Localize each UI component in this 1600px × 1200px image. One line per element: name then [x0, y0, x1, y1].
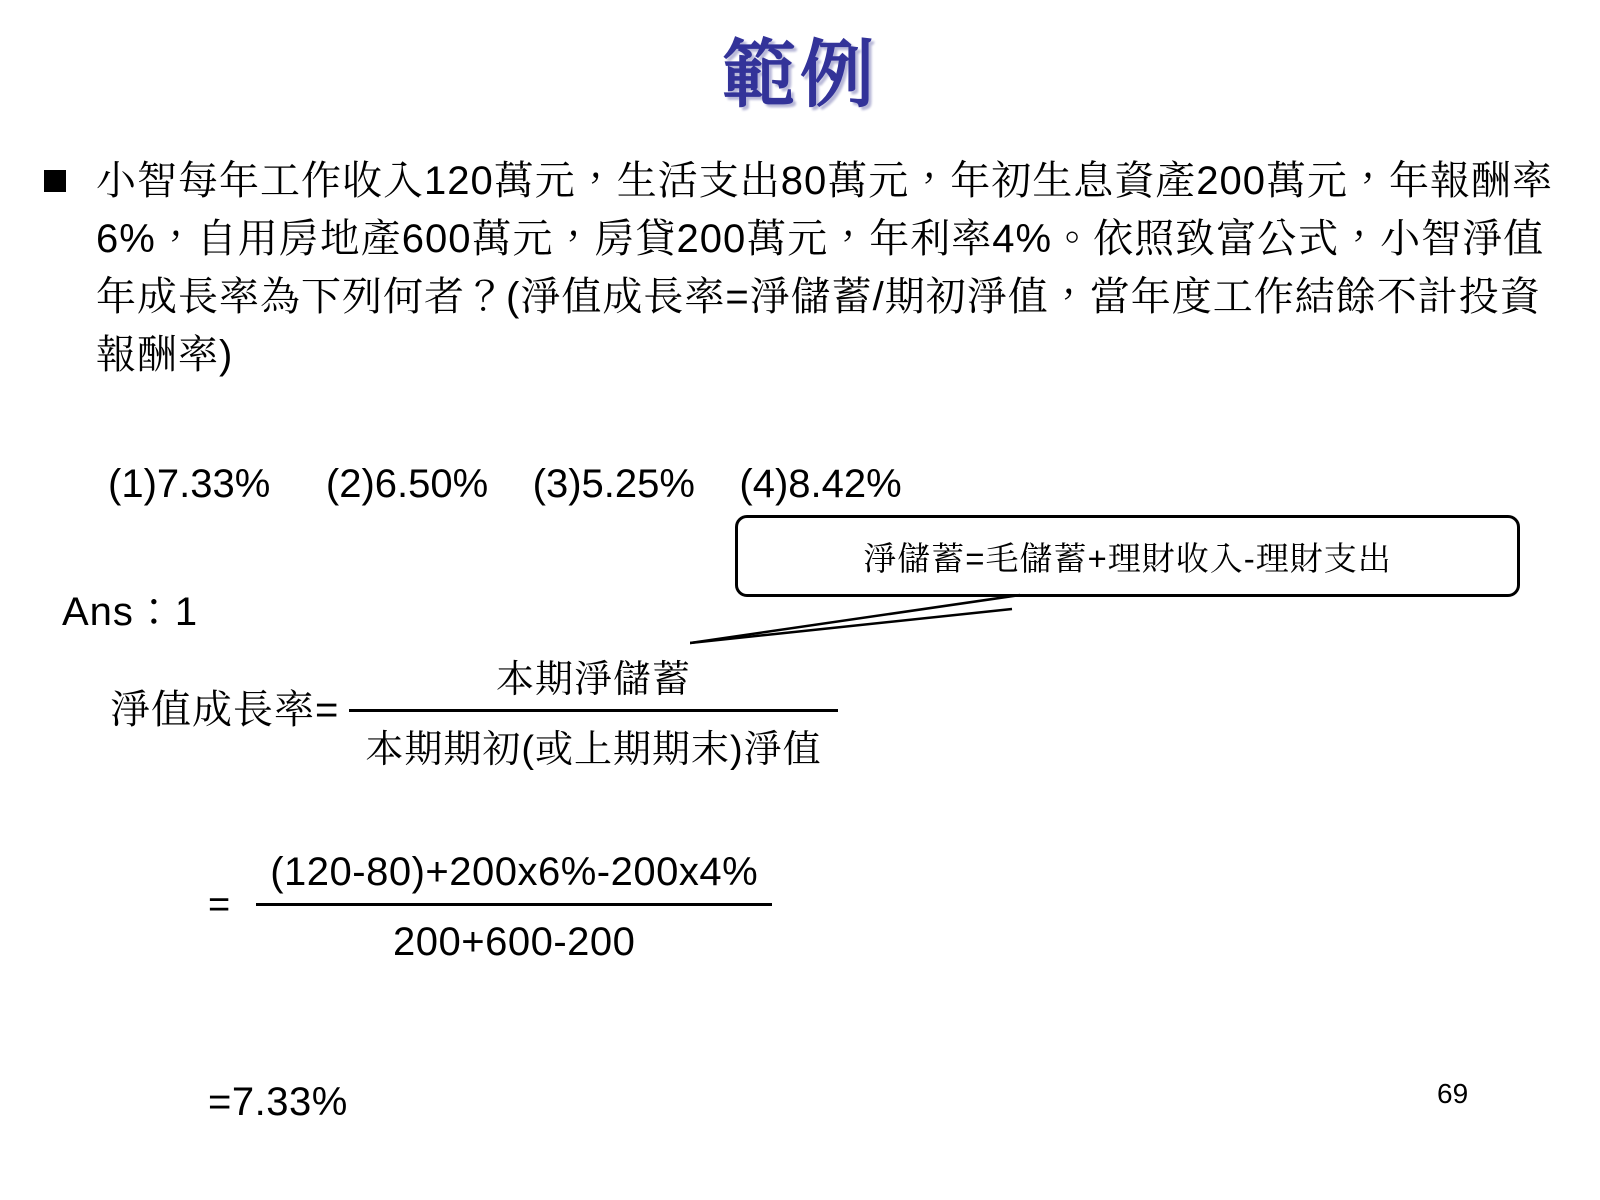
callout-pointer-icon	[690, 585, 1020, 655]
formula2-numerator: (120-80)+200x6%-200x4%	[270, 850, 759, 894]
formula-net-worth-growth	[110, 648, 838, 773]
formula1-fraction	[349, 648, 837, 773]
formula-numeric-substitution	[208, 850, 772, 965]
formula1-denominator: 本期期初(或上期期末)淨值	[365, 729, 822, 771]
square-bullet-icon	[44, 152, 74, 212]
callout-box: 淨儲蓄=毛儲蓄+理財收入-理財支出	[735, 515, 1520, 597]
formula1-numerator: 本期淨儲蓄	[496, 659, 692, 701]
formula2-equals: =	[208, 884, 231, 926]
page-title: 範例	[722, 32, 878, 118]
question-bullet-block	[44, 152, 1564, 384]
answer-label: Ans：1	[62, 590, 199, 634]
question-text: 小智每年工作收入120萬元，生活支出80萬元，年初生息資產200萬元，年報酬率6%，自用房地產600萬元，房貸200萬元，年利率4%。依照致富公式，小智淨值年成長率為下列何者？(淨值成長率=淨儲蓄/期初淨值，當年度工作結餘不計投資報酬率)	[96, 159, 1553, 377]
answer-options: (1)7.33% (2)6.50% (3)5.25% (4)8.42%	[108, 462, 902, 506]
page-number: 69	[1437, 1078, 1469, 1109]
formula2-fraction	[256, 850, 772, 965]
formula2-denominator: 200+600-200	[392, 920, 636, 964]
formula-result: =7.33%	[208, 1080, 348, 1124]
formula1-label: 淨值成長率=	[110, 688, 340, 732]
